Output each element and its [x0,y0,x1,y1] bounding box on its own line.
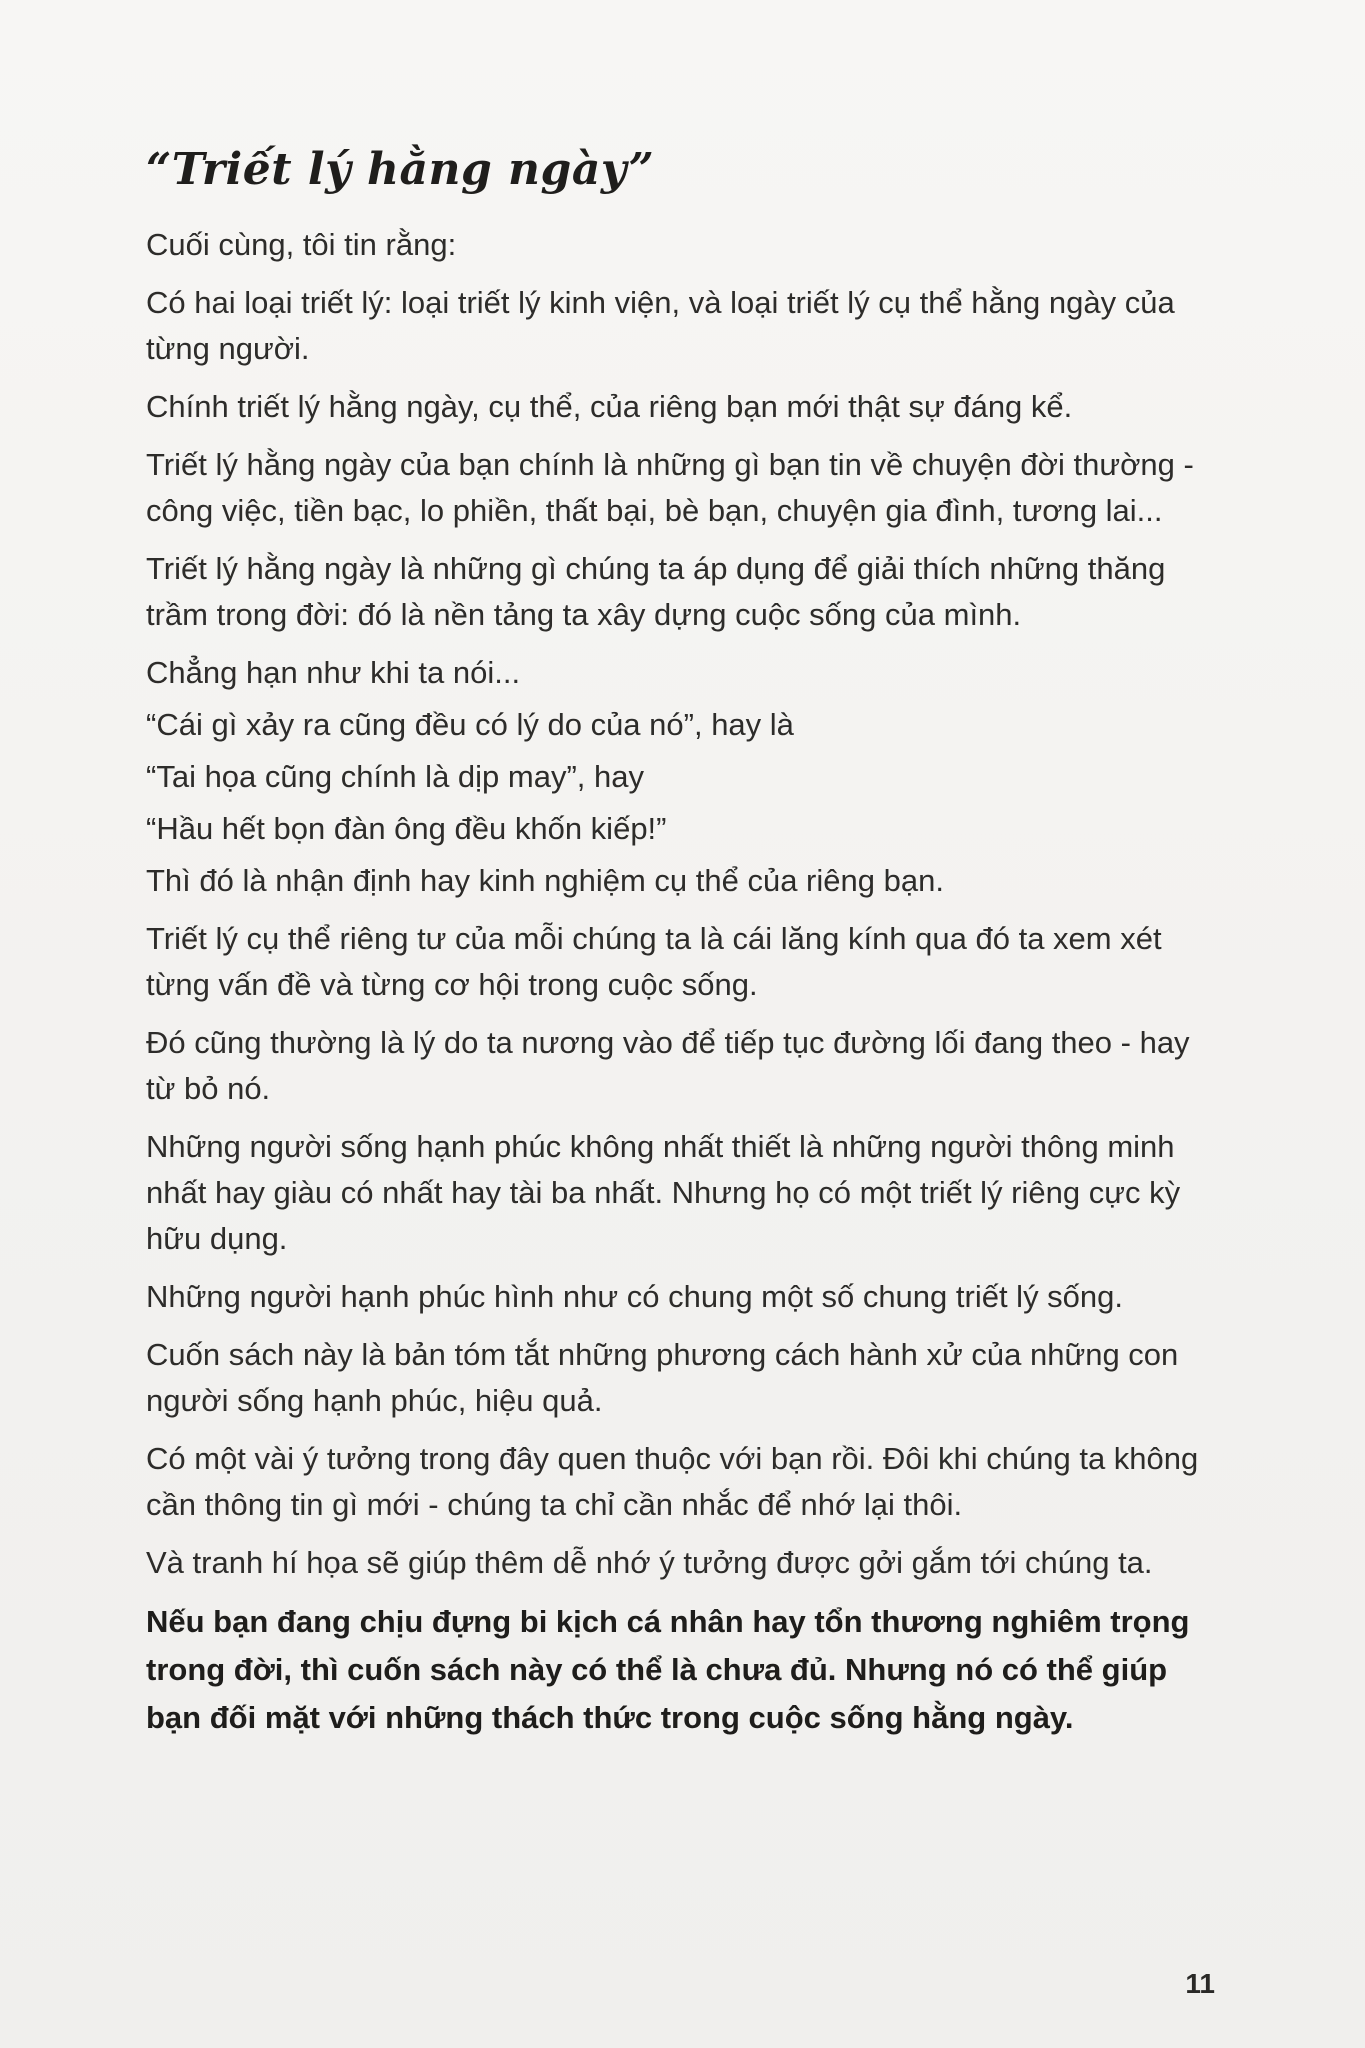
page-number: 11 [1185,1968,1215,1999]
paragraph-what-you-believe: Triết lý hằng ngày của bạn chính là những gì bạn tin về chuyện đời thường - công việc, tiền bạc, lo phiền, thất bại, bè bạn, chuyện gia đình, tương lai... [146,447,1194,528]
page-content [146,140,1226,1754]
quote-line-1: “Cái gì xảy ra cũng đều có lý do của nó”, hay là [146,707,794,742]
paragraph-ups-and-downs: Triết lý hằng ngày là những gì chúng ta áp dụng để giải thích những thăng trầm trong đời: đó là nền tảng ta xây dựng cuộc sống của mình. [146,551,1166,632]
paragraph-your-opinion: Thì đó là nhận định hay kinh nghiệm cụ thể của riêng bạn. [146,863,944,898]
paragraph-for-example: Chẳng hạn như khi ta nói... [146,655,521,690]
paragraph-shared-philosophy: Những người hạnh phúc hình như có chung một số chung triết lý sống. [146,1279,1124,1314]
paragraph-reason: Đó cũng thường là lý do ta nương vào để tiếp tục đường lối đang theo - hay từ bỏ nó. [146,1025,1190,1106]
paragraph-happy-people: Những người sống hạnh phúc không nhất thiết là những người thông minh nhất hay giàu có nhất hay tài ba nhất. Nhưng họ có một triết lý riêng cực kỳ hữu dụng. [146,1129,1181,1256]
paragraph-book-summary: Cuốn sách này là bản tóm tắt những phương cách hành xử của những con người sống hạnh phúc, hiệu quả. [146,1337,1179,1418]
paragraph-disclaimer: Nếu bạn đang chịu đựng bi kịch cá nhân hay tổn thương nghiêm trọng trong đời, thì cuốn sách này có thể là chưa đủ. Nhưng nó có thể giúp bạn đối mặt với những thách thức trong cuộc sống hằng ngày. [146,1604,1190,1735]
paragraph-cartoons: Và tranh hí họa sẽ giúp thêm dễ nhớ ý tưởng được gởi gắm tới chúng ta. [146,1545,1153,1580]
section-title: “Triết lý hằng ngày” [146,144,655,195]
paragraph-everyday-matters: Chính triết lý hằng ngày, cụ thể, của riêng bạn mới thật sự đáng kể. [146,389,1073,424]
quote-line-3: “Hầu hết bọn đàn ông đều khốn kiếp!” [146,811,667,846]
quote-line-2: “Tai họa cũng chính là dịp may”, hay [146,759,644,794]
paragraph-intro: Cuối cùng, tôi tin rằng: [146,227,457,262]
paragraph-lens: Triết lý cụ thể riêng tư của mỗi chúng ta là cái lăng kính qua đó ta xem xét từng vấn đề và từng cơ hội trong cuộc sống. [146,921,1162,1002]
paragraph-two-kinds: Có hai loại triết lý: loại triết lý kinh viện, và loại triết lý cụ thể hằng ngày của từng người. [146,285,1175,366]
paragraph-familiar-ideas: Có một vài ý tưởng trong đây quen thuộc với bạn rồi. Đôi khi chúng ta không cần thông tin gì mới - chúng ta chỉ cần nhắc để nhớ lại thôi. [146,1441,1199,1522]
